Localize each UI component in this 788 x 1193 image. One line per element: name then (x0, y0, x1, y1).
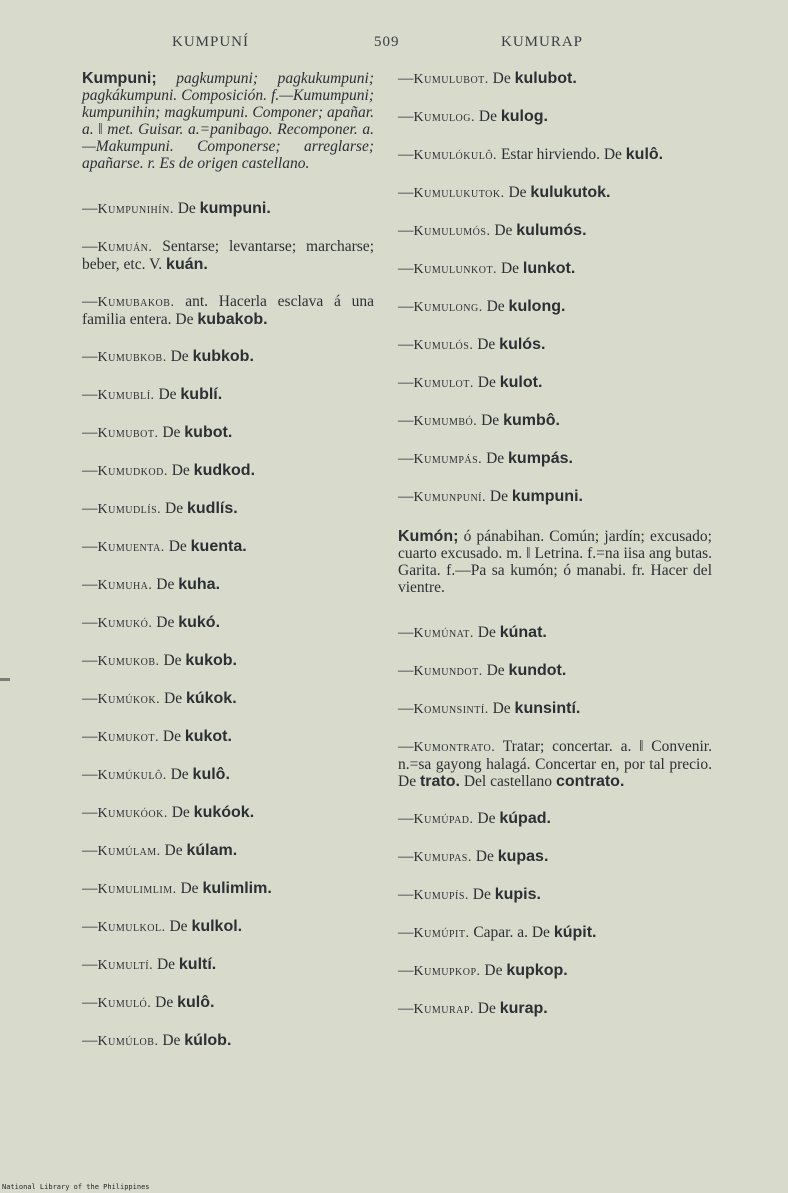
de-prefix: De (486, 662, 505, 679)
right-entry-list-bottom (398, 624, 712, 1018)
ink-smudge (0, 678, 10, 681)
dictionary-entry: —Kumulós. De kulós. (398, 336, 546, 353)
entry-reference: kumpuni. (199, 200, 271, 217)
dictionary-entry: —Kumupís. De kupis. (398, 886, 541, 903)
dictionary-entry: —Kumupkop. De kupkop. (398, 962, 568, 979)
dictionary-entry: —Kumpunihín. De kumpuni. (82, 200, 271, 217)
entry-word: Kumuló. (97, 996, 152, 1011)
de-prefix: De (180, 880, 199, 897)
dictionary-entry: —Kumúkulô. De kulô. (82, 766, 230, 783)
entry-reference: kulimlim. (202, 880, 272, 897)
entry-word: Kumukóok. (97, 806, 168, 821)
entry-word: Kumuenta. (97, 540, 165, 555)
entry-reference: kulô. (625, 146, 664, 163)
entry-reference: kuenta. (190, 538, 247, 555)
de-prefix: De (171, 462, 190, 479)
entry-word: Kumubkob. (97, 350, 167, 365)
dictionary-entry: —Kumúkok. De kúkok. (82, 690, 237, 707)
dictionary-entry: —Kumulukutok. De kulukutok. (398, 184, 611, 201)
entry-reference: kúkok. (185, 690, 237, 707)
de-prefix: De (475, 848, 494, 865)
entry-definition: ant. Hacerla esclava á una familia entera. De (82, 293, 375, 328)
entry-reference: kulumós. (516, 222, 587, 239)
entry-reference: kukó. (178, 614, 221, 631)
headword: Kumpuni; (82, 70, 157, 87)
headword: Kumón; (398, 528, 459, 545)
entry-word: Kumuha. (97, 578, 153, 593)
entry-reference: kupas. (497, 848, 549, 865)
de-prefix: De (477, 624, 496, 641)
entry-word: Kumulós. (413, 338, 474, 353)
dictionary-entry: —Kumulkol. De kulkol. (82, 918, 243, 935)
de-prefix: De (156, 576, 175, 593)
entry-word: Kumúpit. (413, 926, 470, 941)
entry-word: Kumupkop. (413, 964, 481, 979)
entry-reference: lunkot. (522, 260, 576, 277)
entry-reference: kubot. (184, 424, 233, 441)
entry-reference: kulkol. (191, 918, 243, 935)
dictionary-entry: —Kumulumós. De kulumós. (398, 222, 587, 239)
header-left-guide-word: KUMPUNÍ (172, 34, 250, 50)
de-prefix: De (162, 424, 181, 441)
entry-word: Kumulot. (413, 376, 474, 391)
de-prefix: De (155, 994, 174, 1011)
dictionary-entry: —Kumulot. De kulot. (398, 374, 543, 391)
entry-reference: kubakob. (197, 311, 268, 328)
dictionary-entry: —Kumúlam. De kúlam. (82, 842, 238, 859)
de-prefix: De (170, 766, 189, 783)
entry-word: Kumultí. (97, 958, 154, 973)
entry-word: Kumúlob. (97, 1034, 159, 1049)
dictionary-entry: —Kumubot. De kubot. (82, 424, 233, 441)
entry-reference: kublí. (180, 386, 223, 403)
entry-reference: kulong. (508, 298, 566, 315)
de-prefix: De (163, 652, 182, 669)
de-prefix: De (156, 956, 176, 973)
de-prefix: De (486, 450, 505, 467)
entry-reference: kunsintí. (514, 700, 581, 717)
de-prefix: De (177, 200, 196, 217)
entry-reference: kudkod. (193, 462, 256, 479)
entry-reference: kukóok. (193, 804, 255, 821)
definition-text: pagkumpuni; pagkukumpuni; pagkákumpuni. Composición. f.—Kumumpuni; kumpunihin; magkumpuni. Componer; apañar. a. ‖ met. Guisar. a.=panibago. Recomponer. a.—Makumpuni. Componerse; arreglarse; apañarse. r. Es de origen castellano. (82, 70, 374, 172)
dictionary-entry: —Kumumpás. De kumpás. (398, 450, 573, 467)
entry-reference: kurap. (499, 1000, 548, 1017)
entry-word: Kumulkol. (97, 920, 166, 935)
dictionary-entry: —Kumukot. De kukot. (82, 728, 232, 745)
entry-word: Kumurap. (413, 1002, 474, 1017)
entry-origin-text: Del castellano (463, 773, 553, 790)
entry-word: Kumulukutok. (413, 186, 505, 201)
de-prefix: De (158, 386, 177, 403)
page-number: 509 (374, 34, 400, 50)
entry-word: Kumulimlim. (97, 882, 177, 897)
entry-word: Kumupís. (413, 888, 469, 903)
main-entry-kumpuni (82, 70, 374, 172)
de-prefix: De (481, 412, 500, 429)
dictionary-entry: —Kumulubot. De kulubot. (398, 70, 577, 87)
de-prefix: De (171, 804, 190, 821)
entry-word: Kumudlís. (97, 502, 162, 517)
entry-word: Kumulubot. (413, 72, 489, 87)
entry-reference: kuha. (178, 576, 221, 593)
de-prefix: De (500, 260, 520, 277)
de-prefix: De (164, 842, 183, 859)
dictionary-entry: —Kumudlís. De kudlís. (82, 500, 238, 517)
entry-reference: kulot. (499, 374, 543, 391)
dictionary-entry: —Kumulog. De kulog. (398, 108, 548, 125)
entry-word: Kumúpad. (413, 812, 474, 827)
entry-word: Kumumbó. (413, 414, 478, 429)
de-prefix: De (477, 810, 496, 827)
right-entry-list-top (398, 70, 712, 506)
entry-reference: kupis. (494, 886, 541, 903)
de-prefix: De (169, 918, 188, 935)
entry-word: Kumuán. (97, 240, 153, 255)
de-prefix: De (168, 538, 187, 555)
entry-reference: kumbô. (503, 412, 560, 429)
dictionary-entry: —Kumúpad. De kúpad. (398, 810, 551, 827)
entry-word: Kumublí. (97, 388, 155, 403)
dictionary-entry: —Kumuán. Sentarse; levantarse; marcharse; beber, etc. V. kuán. (82, 238, 374, 273)
entry-word: Kumulunkot. (413, 262, 498, 277)
de-prefix: De (477, 336, 496, 353)
dictionary-entry: —Kumubkob. De kubkob. (82, 348, 254, 365)
entry-reference: kulukutok. (530, 184, 611, 201)
entry-definition: Capar. a. De (473, 924, 550, 941)
de-prefix: De (494, 222, 513, 239)
de-prefix: De (492, 700, 511, 717)
de-prefix: De (162, 728, 181, 745)
entry-definition: Sentarse; levantarse; marcharse; beber, etc. V. (82, 238, 374, 273)
main-entry-kumon (398, 528, 712, 596)
entry-reference: kultí. (178, 956, 217, 973)
entry-word: Kumundot. (413, 664, 483, 679)
dictionary-entry: —Kumukó. De kukó. (82, 614, 221, 631)
dictionary-entry: —Kumupas. De kupas. (398, 848, 549, 865)
de-prefix: De (486, 298, 505, 315)
entry-word: Kumúnat. (413, 626, 474, 641)
dictionary-entry: —Kumudkod. De kudkod. (82, 462, 256, 479)
dictionary-entry: —Kumukóok. De kukóok. (82, 804, 255, 821)
entry-word: Kumukot. (97, 730, 159, 745)
entry-reference: kundot. (508, 662, 567, 679)
entry-word: Kumontrato. (413, 740, 496, 755)
de-prefix: De (162, 1032, 181, 1049)
left-column (82, 70, 374, 1070)
de-prefix: De (492, 70, 511, 87)
dictionary-entry: —Kumúpit. Capar. a. De kúpit. (398, 924, 597, 941)
entry-reference: kúlam. (186, 842, 238, 859)
de-prefix: De (484, 962, 503, 979)
entry-reference: kulô. (192, 766, 230, 783)
entry-reference: kupkop. (506, 962, 568, 979)
de-prefix: De (478, 108, 497, 125)
dictionary-entry: —Kumulókulô. Estar hirviendo. De kulô. (398, 146, 664, 163)
entry-word: Kumúlam. (97, 844, 161, 859)
dictionary-entry: —Kumúnat. De kúnat. (398, 624, 547, 641)
entry-reference: kukob. (185, 652, 237, 669)
de-prefix: De (477, 374, 496, 391)
entry-word: Kumupas. (413, 850, 472, 865)
dictionary-entry: —Kumuló. De kulô. (82, 994, 215, 1011)
entry-origin-reference: contrato. (555, 773, 625, 790)
entry-word: Komunsintí. (413, 702, 489, 717)
entry-word: Kumukob. (97, 654, 160, 669)
entry-reference: kulubot. (514, 70, 577, 87)
dictionary-entry: —Kumunpuní. De kumpuni. (398, 488, 583, 505)
de-prefix: De (156, 614, 175, 631)
entry-word: Kumulog. (413, 110, 475, 125)
entry-reference: kúlob. (184, 1032, 232, 1049)
entry-word: Kumukó. (97, 616, 153, 631)
entry-reference: kúpad. (499, 810, 551, 827)
dictionary-entry: —Kumundot. De kundot. (398, 662, 567, 679)
dictionary-entry: —Kumukob. De kukob. (82, 652, 237, 669)
dictionary-entry: —Kumumbó. De kumbô. (398, 412, 560, 429)
entry-reference: kúpit. (553, 924, 597, 941)
entry-word: Kumpunihín. (97, 202, 174, 217)
entry-reference: kukot. (184, 728, 232, 745)
dictionary-entry: —Kumuha. De kuha. (82, 576, 221, 593)
entry-reference: kuán. (166, 256, 208, 273)
right-column (398, 70, 712, 1038)
entry-word: Kumúkok. (97, 692, 161, 707)
de-prefix: De (472, 886, 491, 903)
left-entry-list (82, 200, 374, 1050)
entry-reference: kumpuni. (511, 488, 583, 505)
entry-word: Kumudkod. (97, 464, 168, 479)
entry-reference: kumpás. (508, 450, 573, 467)
entry-reference: kulog. (500, 108, 548, 125)
dictionary-entry: —Kumultí. De kultí. (82, 956, 217, 973)
entry-word: Kumulókulô. (413, 148, 498, 163)
entry-definition: Tratar; concertar. a. ‖ Convenir. n.=sa gayong halagá. Concertar en, por tal precio. De (398, 738, 712, 790)
de-prefix: De (508, 184, 527, 201)
entry-word: Kumumpás. (413, 452, 483, 467)
de-prefix: De (477, 1000, 496, 1017)
dictionary-entry: —Kumurap. De kurap. (398, 1000, 548, 1017)
entry-definition: Estar hirviendo. De (500, 146, 622, 163)
dictionary-entry: —Kumulunkot. De lunkot. (398, 260, 576, 277)
dictionary-entry: —Kumuenta. De kuenta. (82, 538, 247, 555)
entry-word: Kumunpuní. (413, 490, 487, 505)
entry-word: Kumulumós. (413, 224, 491, 239)
entry-reference: kulós. (499, 336, 546, 353)
entry-reference: kulô. (177, 994, 215, 1011)
dictionary-entry: —Kumontrato. Tratar; concertar. a. ‖ Convenir. n.=sa gayong halagá. Concertar en, por tal precio. De trato. Del castellano contrato. (398, 738, 712, 790)
de-prefix: De (165, 500, 184, 517)
dictionary-entry: —Kumulong. De kulong. (398, 298, 566, 315)
definition-text: ó pánabihan. Común; jardín; excusado; cuarto excusado. m. ‖ Letrina. f.=na iisa ang butas. Garita. f.—Pa sa kumón; ó manabi. fr. Hacer del vientre. (398, 528, 712, 596)
header-right-guide-word: KUMURAP (501, 34, 584, 50)
entry-word: Kumúkulô. (97, 768, 167, 783)
entry-word: Kumulong. (413, 300, 483, 315)
dictionary-entry: —Kumublí. De kublí. (82, 386, 223, 403)
de-prefix: De (164, 690, 183, 707)
footer-credit: National Library of the Philippines (2, 1183, 150, 1191)
dictionary-entry: —Komunsintí. De kunsintí. (398, 700, 581, 717)
de-prefix: De (489, 488, 508, 505)
dictionary-entry: —Kumulimlim. De kulimlim. (82, 880, 272, 897)
entry-word: Kumubakob. (97, 295, 175, 310)
de-prefix: De (170, 348, 189, 365)
dictionary-entry: —Kumúlob. De kúlob. (82, 1032, 232, 1049)
entry-reference: kúnat. (499, 624, 547, 641)
entry-reference: trato. (419, 773, 460, 790)
page-header (0, 34, 788, 58)
entry-reference: kudlís. (187, 500, 238, 517)
entry-word: Kumubot. (97, 426, 159, 441)
dictionary-entry: —Kumubakob. ant. Hacerla esclava á una familia entera. De kubakob. (82, 293, 375, 328)
entry-reference: kubkob. (192, 348, 254, 365)
